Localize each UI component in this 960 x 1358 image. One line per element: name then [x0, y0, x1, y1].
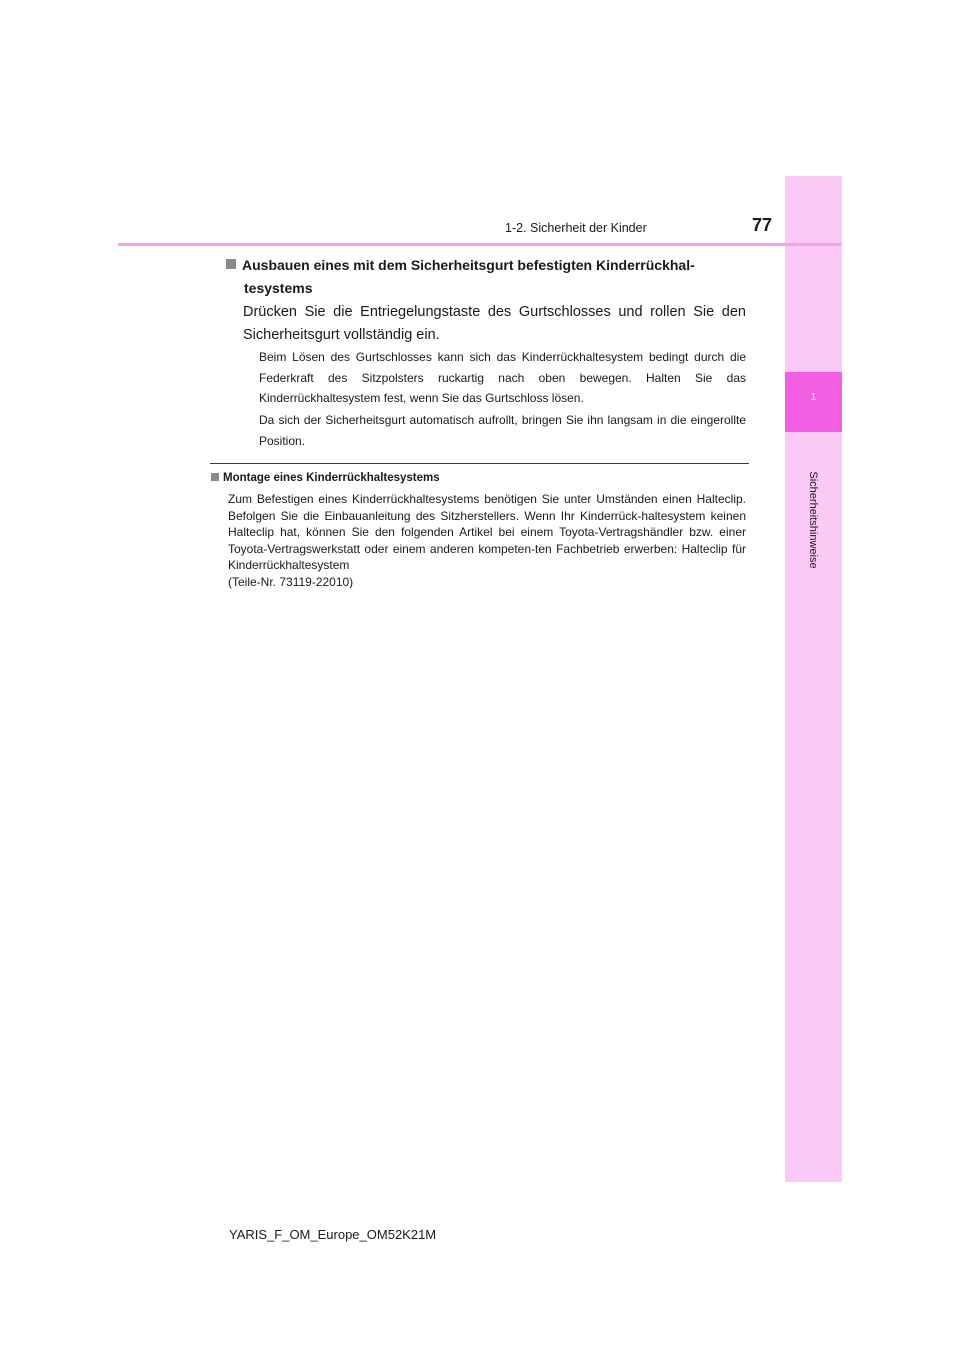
- header-section-title: 1-2. Sicherheit der Kinder: [505, 221, 647, 235]
- header-rule: [118, 243, 841, 246]
- chapter-title-text: Sicherheitshinweise: [807, 471, 819, 569]
- info-paragraph: [228, 491, 746, 590]
- info-separator-rule: [210, 463, 749, 464]
- instruction-paragraph: Drücken Sie die Entriegelungstaste des Gurtschlosses und rollen Sie den Sicherheitsgurt vollständig ein.: [243, 304, 746, 343]
- square-bullet-icon: [226, 259, 236, 269]
- chapter-number: 1: [810, 392, 817, 403]
- info-part-number: (Teile-Nr. 73119-22010): [228, 574, 354, 589]
- info-title-text: Montage eines Kinderrückhaltesystems: [223, 472, 440, 484]
- note-paragraph-2: Da sich der Sicherheitsgurt automatisch aufrollt, bringen Sie ihn langsam in die eingerollte Position.: [259, 413, 746, 448]
- section-heading: [226, 254, 746, 300]
- section-heading-line2: tesystems: [244, 280, 313, 296]
- section-heading-line1: Ausbauen eines mit dem Sicherheitsgurt befestigten Kinderrückhal-: [242, 257, 695, 273]
- page-number: 77: [752, 215, 773, 235]
- square-bullet-icon: [211, 473, 219, 481]
- chapter-side-tab: [785, 176, 842, 1182]
- note-paragraph-1: Beim Lösen des Gurtschlosses kann sich das Kinderrückhaltesystem bedingt durch die Federkraft des Sitzpolsters ruckartig nach oben bewegen. Halten Sie das Kinderrückhaltesystem fest, wenn Sie das Gurtschloss lösen.: [259, 350, 746, 405]
- info-text-main: Zum Befestigen eines Kinderrückhaltesystems benötigen Sie unter Umständen einen Halteclip. Befolgen Sie die Einbauanleitung des Sitzherstellers. Wenn Ihr Kinderrück-haltesystem keinen Halteclip hat, können Sie den folgenden Artikel bei einem Toyota-Vertragshändler bzw. einer Toyota-Vertragswerkstatt oder einem anderen kompeten-ten Fachbetrieb erwerben: Halteclip für Kinderrückhaltesystem: [228, 492, 746, 572]
- info-title: [211, 472, 440, 484]
- footer-document-id: YARIS_F_OM_Europe_OM52K21M: [229, 1227, 437, 1242]
